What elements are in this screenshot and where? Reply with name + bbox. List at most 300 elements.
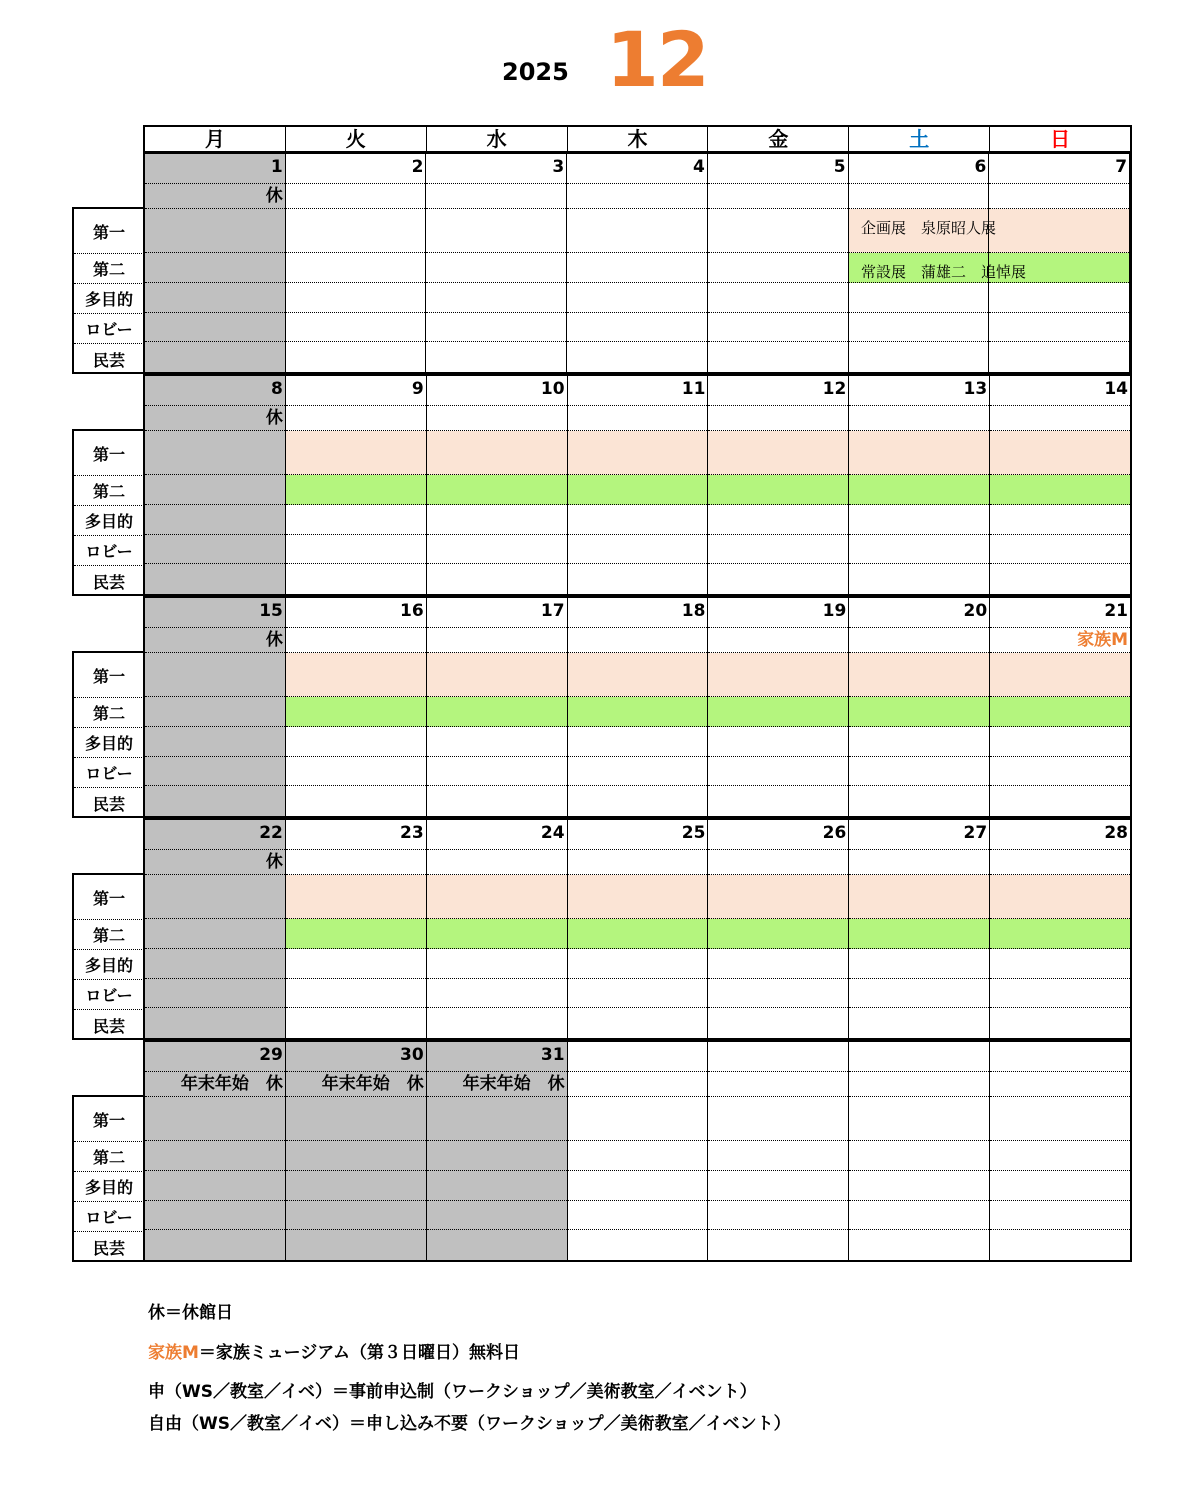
cell-lobby[interactable]	[989, 313, 1129, 343]
cell-gallery-1[interactable]	[849, 875, 989, 920]
cell-lobby[interactable]	[990, 979, 1130, 1009]
cell-gallery-2[interactable]	[568, 1141, 708, 1171]
day-note	[567, 184, 707, 209]
cell-multipurpose[interactable]	[145, 283, 285, 313]
day-number: 3	[426, 154, 566, 184]
day-column[interactable]	[708, 1042, 849, 1260]
cell-multipurpose[interactable]	[708, 1171, 848, 1201]
cell-lobby[interactable]	[286, 979, 426, 1009]
cell-multipurpose[interactable]	[990, 505, 1130, 535]
room-label: 多目的	[74, 284, 144, 314]
cell-lobby[interactable]	[286, 313, 426, 343]
day-column[interactable]	[568, 376, 709, 594]
cell-gallery-1[interactable]	[990, 653, 1130, 698]
day-note	[427, 406, 567, 431]
cell-gallery-2[interactable]	[145, 253, 285, 283]
cell-gallery-1[interactable]	[989, 209, 1129, 254]
cell-gallery-1[interactable]	[286, 209, 426, 254]
cell-lobby[interactable]	[286, 535, 426, 565]
cell-folkcraft[interactable]	[849, 342, 989, 372]
cell-gallery-1[interactable]	[849, 431, 989, 476]
cell-gallery-1[interactable]	[568, 875, 708, 920]
legend-family-key: 家族M	[148, 1343, 199, 1363]
day-column[interactable]	[708, 598, 849, 816]
cell-lobby[interactable]	[427, 535, 567, 565]
cell-lobby[interactable]	[708, 1201, 848, 1231]
day-note	[849, 406, 989, 431]
cell-gallery-1[interactable]	[427, 431, 567, 476]
day-number: 25	[568, 820, 708, 850]
cell-multipurpose[interactable]	[427, 1171, 567, 1201]
cell-multipurpose[interactable]	[286, 949, 426, 979]
day-note	[990, 1072, 1130, 1097]
cell-gallery-1[interactable]	[708, 875, 848, 920]
cell-multipurpose[interactable]	[990, 949, 1130, 979]
room-labels	[72, 1095, 144, 1262]
day-number: 30	[286, 1042, 426, 1072]
cell-multipurpose[interactable]	[568, 727, 708, 757]
cell-gallery-1[interactable]	[145, 653, 285, 698]
cell-multipurpose[interactable]	[286, 505, 426, 535]
cell-folkcraft[interactable]	[568, 1230, 708, 1260]
cell-folkcraft[interactable]	[568, 786, 708, 816]
day-number: 22	[145, 820, 285, 850]
cell-gallery-2[interactable]	[568, 919, 708, 949]
cell-gallery-1[interactable]	[427, 875, 567, 920]
cell-multipurpose[interactable]	[708, 283, 848, 313]
cell-gallery-2[interactable]	[145, 919, 285, 949]
week-grid	[143, 596, 1132, 818]
day-note	[568, 628, 708, 653]
legend-family-text: ＝家族ミュージアム（第３日曜日）無料日	[198, 1343, 521, 1363]
cell-gallery-2[interactable]	[990, 697, 1130, 727]
cell-multipurpose[interactable]	[567, 283, 707, 313]
day-column[interactable]	[990, 820, 1130, 1038]
cell-folkcraft[interactable]	[849, 1230, 989, 1260]
cell-gallery-2[interactable]	[708, 919, 848, 949]
cell-lobby[interactable]	[990, 1201, 1130, 1231]
cell-folkcraft[interactable]	[286, 564, 426, 594]
day-note	[990, 850, 1130, 875]
cell-gallery-2[interactable]	[427, 475, 567, 505]
cell-lobby[interactable]	[990, 757, 1130, 787]
cell-lobby[interactable]	[145, 313, 285, 343]
cell-folkcraft[interactable]	[990, 1230, 1130, 1260]
cell-multipurpose[interactable]	[849, 283, 989, 313]
cell-gallery-2[interactable]	[426, 253, 566, 283]
cell-gallery-1[interactable]	[568, 653, 708, 698]
cell-gallery-1[interactable]	[426, 209, 566, 254]
day-column[interactable]	[567, 154, 708, 372]
day-column[interactable]	[568, 820, 709, 1038]
cell-folkcraft[interactable]	[990, 564, 1130, 594]
cell-gallery-2[interactable]	[708, 697, 848, 727]
day-column[interactable]	[145, 598, 286, 816]
week-grid	[143, 152, 1132, 374]
cell-folkcraft[interactable]	[427, 564, 567, 594]
cell-gallery-2[interactable]	[568, 475, 708, 505]
cell-lobby[interactable]	[286, 1201, 426, 1231]
cell-gallery-2[interactable]	[708, 253, 848, 283]
day-note	[286, 628, 426, 653]
cell-multipurpose[interactable]	[427, 949, 567, 979]
cell-gallery-2[interactable]	[990, 1141, 1130, 1171]
cell-multipurpose[interactable]	[708, 949, 848, 979]
room-label: ロビー	[74, 314, 144, 344]
event-special-exhibition: 企画展 泉原昭人展	[861, 219, 997, 237]
cell-folkcraft[interactable]	[849, 786, 989, 816]
room-label: 第一	[74, 875, 144, 920]
cell-gallery-1[interactable]	[286, 1097, 426, 1142]
cell-multipurpose[interactable]	[145, 505, 285, 535]
cell-multipurpose[interactable]	[568, 949, 708, 979]
day-column[interactable]	[286, 376, 427, 594]
cell-folkcraft[interactable]	[145, 1008, 285, 1038]
day-number: 4	[567, 154, 707, 184]
day-number: 6	[849, 154, 989, 184]
room-label: 第一	[74, 653, 144, 698]
cell-folkcraft[interactable]	[286, 1230, 426, 1260]
cell-gallery-2[interactable]	[286, 475, 426, 505]
day-column[interactable]	[286, 820, 427, 1038]
cell-folkcraft[interactable]	[568, 564, 708, 594]
cell-lobby[interactable]	[568, 979, 708, 1009]
room-labels	[72, 873, 144, 1040]
cell-folkcraft[interactable]	[849, 1008, 989, 1038]
cell-gallery-2[interactable]	[286, 697, 426, 727]
cell-multipurpose[interactable]	[145, 1171, 285, 1201]
cell-gallery-1[interactable]	[145, 875, 285, 920]
cell-gallery-1[interactable]	[286, 875, 426, 920]
cell-lobby[interactable]	[427, 979, 567, 1009]
cell-gallery-1[interactable]	[849, 653, 989, 698]
day-column[interactable]	[990, 376, 1130, 594]
cell-lobby[interactable]	[708, 535, 848, 565]
cell-lobby[interactable]	[849, 313, 989, 343]
cell-gallery-2[interactable]	[990, 919, 1130, 949]
day-note	[568, 1072, 708, 1097]
day-number: 2	[286, 154, 426, 184]
day-note	[989, 184, 1129, 209]
cell-folkcraft[interactable]	[286, 1008, 426, 1038]
cell-gallery-2[interactable]	[708, 475, 848, 505]
day-number: 31	[427, 1042, 567, 1072]
week-grid	[143, 1040, 1132, 1262]
day-column[interactable]	[849, 1042, 990, 1260]
cell-folkcraft[interactable]	[708, 564, 848, 594]
day-column[interactable]	[427, 820, 568, 1038]
cell-lobby[interactable]	[568, 757, 708, 787]
cell-folkcraft[interactable]	[427, 1008, 567, 1038]
cell-multipurpose[interactable]	[849, 949, 989, 979]
cell-lobby[interactable]	[427, 757, 567, 787]
cell-folkcraft[interactable]	[145, 786, 285, 816]
cell-gallery-2[interactable]	[568, 697, 708, 727]
cell-multipurpose[interactable]	[286, 727, 426, 757]
cell-gallery-2[interactable]	[708, 1141, 848, 1171]
cell-multipurpose[interactable]	[990, 727, 1130, 757]
cell-folkcraft[interactable]	[989, 342, 1129, 372]
cell-folkcraft[interactable]	[849, 564, 989, 594]
cell-gallery-1[interactable]	[849, 1097, 989, 1142]
room-label: ロビー	[74, 758, 144, 788]
day-note	[708, 1072, 848, 1097]
cell-folkcraft[interactable]	[708, 1008, 848, 1038]
cell-gallery-1[interactable]	[427, 653, 567, 698]
cell-lobby[interactable]	[990, 535, 1130, 565]
room-label: 民芸	[92, 572, 125, 592]
day-note: 休	[145, 184, 285, 209]
calendar-week	[72, 596, 1132, 818]
day-number: 14	[990, 376, 1130, 406]
cell-lobby[interactable]	[427, 1201, 567, 1231]
cell-gallery-1[interactable]	[145, 209, 285, 254]
cell-multipurpose[interactable]	[426, 283, 566, 313]
day-note: 年末年始 休	[427, 1072, 567, 1097]
day-column[interactable]	[286, 598, 427, 816]
event-permanent-exhibition: 常設展 蒲雄二 追悼展	[861, 263, 1027, 281]
cell-gallery-1[interactable]	[286, 431, 426, 476]
cell-gallery-1[interactable]	[708, 653, 848, 698]
day-column[interactable]	[145, 154, 286, 372]
room-label: 多目的	[74, 1172, 144, 1202]
cell-gallery-2[interactable]	[286, 253, 426, 283]
cell-lobby[interactable]	[567, 313, 707, 343]
day-number: 27	[849, 820, 989, 850]
day-note: 休	[145, 406, 285, 431]
day-column[interactable]	[426, 154, 567, 372]
room-label: 民芸	[92, 794, 125, 814]
day-number: 12	[708, 376, 848, 406]
cell-multipurpose[interactable]	[427, 727, 567, 757]
weekday-header	[143, 125, 1132, 153]
legend-reservation: 申（WS／教室／イベ）＝事前申込制（ワークショップ／美術教室／イベント）	[148, 1382, 757, 1402]
cell-gallery-2[interactable]	[145, 1141, 285, 1171]
day-note: 年末年始 休	[145, 1072, 285, 1097]
cell-gallery-2[interactable]	[286, 1141, 426, 1171]
cell-gallery-2[interactable]	[427, 1141, 567, 1171]
day-note	[708, 628, 848, 653]
day-note	[286, 184, 426, 209]
day-number: 8	[145, 376, 285, 406]
day-column[interactable]	[708, 154, 849, 372]
cell-gallery-2[interactable]	[849, 697, 989, 727]
room-label: 第二	[74, 920, 144, 950]
cell-lobby[interactable]	[708, 757, 848, 787]
cell-lobby[interactable]	[145, 979, 285, 1009]
cell-multipurpose[interactable]	[427, 505, 567, 535]
cell-lobby[interactable]	[708, 313, 848, 343]
cell-gallery-1[interactable]	[990, 875, 1130, 920]
day-number: 10	[427, 376, 567, 406]
cell-lobby[interactable]	[849, 535, 989, 565]
month-label: 12	[606, 15, 708, 104]
cell-gallery-1[interactable]	[145, 431, 285, 476]
day-number: 24	[427, 820, 567, 850]
room-label: 第二	[74, 254, 144, 284]
cell-gallery-1[interactable]	[568, 1097, 708, 1142]
cell-multipurpose[interactable]	[145, 949, 285, 979]
cell-gallery-1[interactable]	[708, 209, 848, 254]
room-labels	[72, 651, 144, 818]
cell-multipurpose[interactable]	[849, 727, 989, 757]
day-column[interactable]	[286, 1042, 427, 1260]
room-label: 民芸	[92, 1238, 125, 1258]
cell-gallery-2[interactable]	[990, 475, 1130, 505]
room-label: 第一	[74, 209, 144, 254]
day-note	[426, 184, 566, 209]
cell-gallery-2[interactable]	[849, 919, 989, 949]
day-column[interactable]	[849, 376, 990, 594]
cell-folkcraft[interactable]	[145, 1230, 285, 1260]
day-number: 26	[708, 820, 848, 850]
room-label: 多目的	[74, 506, 144, 536]
cell-gallery-1[interactable]	[567, 209, 707, 254]
cell-lobby[interactable]	[568, 1201, 708, 1231]
room-label: 第一	[74, 1097, 144, 1142]
cell-folkcraft[interactable]	[567, 342, 707, 372]
room-label: 第二	[74, 698, 144, 728]
day-note	[708, 850, 848, 875]
cell-lobby[interactable]	[849, 1201, 989, 1231]
day-note	[708, 184, 848, 209]
cell-lobby[interactable]	[286, 757, 426, 787]
day-note: 休	[145, 628, 285, 653]
cell-gallery-2[interactable]	[145, 697, 285, 727]
calendar-week	[72, 1040, 1132, 1262]
cell-multipurpose[interactable]	[708, 727, 848, 757]
cell-multipurpose[interactable]	[990, 1171, 1130, 1201]
week-grid	[143, 818, 1132, 1040]
cell-lobby[interactable]	[568, 535, 708, 565]
cell-lobby[interactable]	[849, 979, 989, 1009]
cell-lobby[interactable]	[145, 535, 285, 565]
cell-folkcraft[interactable]	[708, 1230, 848, 1260]
cell-gallery-2[interactable]	[145, 475, 285, 505]
day-column[interactable]	[708, 820, 849, 1038]
day-note	[849, 850, 989, 875]
day-note	[568, 850, 708, 875]
room-label: 多目的	[74, 728, 144, 758]
day-column[interactable]	[427, 376, 568, 594]
cell-multipurpose[interactable]	[849, 505, 989, 535]
cell-multipurpose[interactable]	[286, 1171, 426, 1201]
cell-folkcraft[interactable]	[286, 342, 426, 372]
room-labels	[72, 207, 144, 374]
cell-gallery-2[interactable]	[427, 697, 567, 727]
cell-folkcraft[interactable]	[708, 342, 848, 372]
weekday-thu: 木	[568, 127, 709, 151]
cell-gallery-1[interactable]	[708, 1097, 848, 1142]
day-number: 9	[286, 376, 426, 406]
cell-lobby[interactable]	[708, 979, 848, 1009]
day-number	[990, 1042, 1130, 1072]
day-note	[427, 628, 567, 653]
calendar-week	[72, 818, 1132, 1040]
day-column[interactable]	[427, 1042, 568, 1260]
day-column[interactable]	[427, 598, 568, 816]
day-column[interactable]	[145, 376, 286, 594]
room-labels	[72, 429, 144, 596]
cell-gallery-2[interactable]	[286, 919, 426, 949]
day-note	[849, 1072, 989, 1097]
cell-gallery-1[interactable]	[286, 653, 426, 698]
week-grid	[143, 374, 1132, 596]
room-label: 多目的	[74, 950, 144, 980]
cell-gallery-2[interactable]	[427, 919, 567, 949]
cell-lobby[interactable]	[426, 313, 566, 343]
cell-folkcraft[interactable]	[990, 786, 1130, 816]
cell-multipurpose[interactable]	[708, 505, 848, 535]
cell-multipurpose[interactable]	[568, 505, 708, 535]
day-column[interactable]	[849, 820, 990, 1038]
cell-gallery-1[interactable]	[145, 1097, 285, 1142]
day-column[interactable]	[708, 376, 849, 594]
day-number: 7	[989, 154, 1129, 184]
day-column[interactable]	[568, 598, 709, 816]
cell-multipurpose[interactable]	[568, 1171, 708, 1201]
cell-gallery-2[interactable]	[567, 253, 707, 283]
day-column[interactable]	[286, 154, 427, 372]
cell-folkcraft[interactable]	[426, 342, 566, 372]
cell-gallery-1[interactable]	[990, 431, 1130, 476]
room-label: ロビー	[74, 980, 144, 1010]
cell-folkcraft[interactable]	[286, 786, 426, 816]
cell-multipurpose[interactable]	[286, 283, 426, 313]
legend-family	[148, 1338, 520, 1363]
day-note	[990, 406, 1130, 431]
room-label: ロビー	[74, 536, 144, 566]
cell-lobby[interactable]	[145, 757, 285, 787]
cell-folkcraft[interactable]	[568, 1008, 708, 1038]
cell-folkcraft[interactable]	[145, 564, 285, 594]
cell-gallery-2[interactable]	[849, 1141, 989, 1171]
cell-folkcraft[interactable]	[990, 1008, 1130, 1038]
cell-multipurpose[interactable]	[849, 1171, 989, 1201]
day-note	[568, 406, 708, 431]
cell-gallery-2[interactable]	[849, 475, 989, 505]
year-label: 2025	[502, 58, 569, 86]
day-number: 20	[849, 598, 989, 628]
day-number: 13	[849, 376, 989, 406]
day-column[interactable]	[145, 820, 286, 1038]
cell-folkcraft[interactable]	[145, 342, 285, 372]
cell-folkcraft[interactable]	[427, 786, 567, 816]
cell-gallery-1[interactable]	[568, 431, 708, 476]
cell-lobby[interactable]	[849, 757, 989, 787]
cell-folkcraft[interactable]	[708, 786, 848, 816]
cell-gallery-1[interactable]	[427, 1097, 567, 1142]
cell-lobby[interactable]	[145, 1201, 285, 1231]
day-column[interactable]	[990, 1042, 1130, 1260]
day-number: 17	[427, 598, 567, 628]
day-number: 23	[286, 820, 426, 850]
day-number: 21	[990, 598, 1130, 628]
weekday-sun: 日	[1050, 127, 1071, 151]
day-column[interactable]	[990, 598, 1130, 816]
day-note	[286, 406, 426, 431]
day-column[interactable]	[568, 1042, 709, 1260]
day-column[interactable]	[145, 1042, 286, 1260]
cell-multipurpose[interactable]	[145, 727, 285, 757]
weekday-tue: 火	[286, 127, 427, 151]
room-label: 民芸	[92, 350, 125, 370]
cell-gallery-1[interactable]	[990, 1097, 1130, 1142]
day-column[interactable]	[849, 598, 990, 816]
cell-multipurpose[interactable]	[989, 283, 1129, 313]
cell-gallery-1[interactable]	[708, 431, 848, 476]
cell-folkcraft[interactable]	[427, 1230, 567, 1260]
